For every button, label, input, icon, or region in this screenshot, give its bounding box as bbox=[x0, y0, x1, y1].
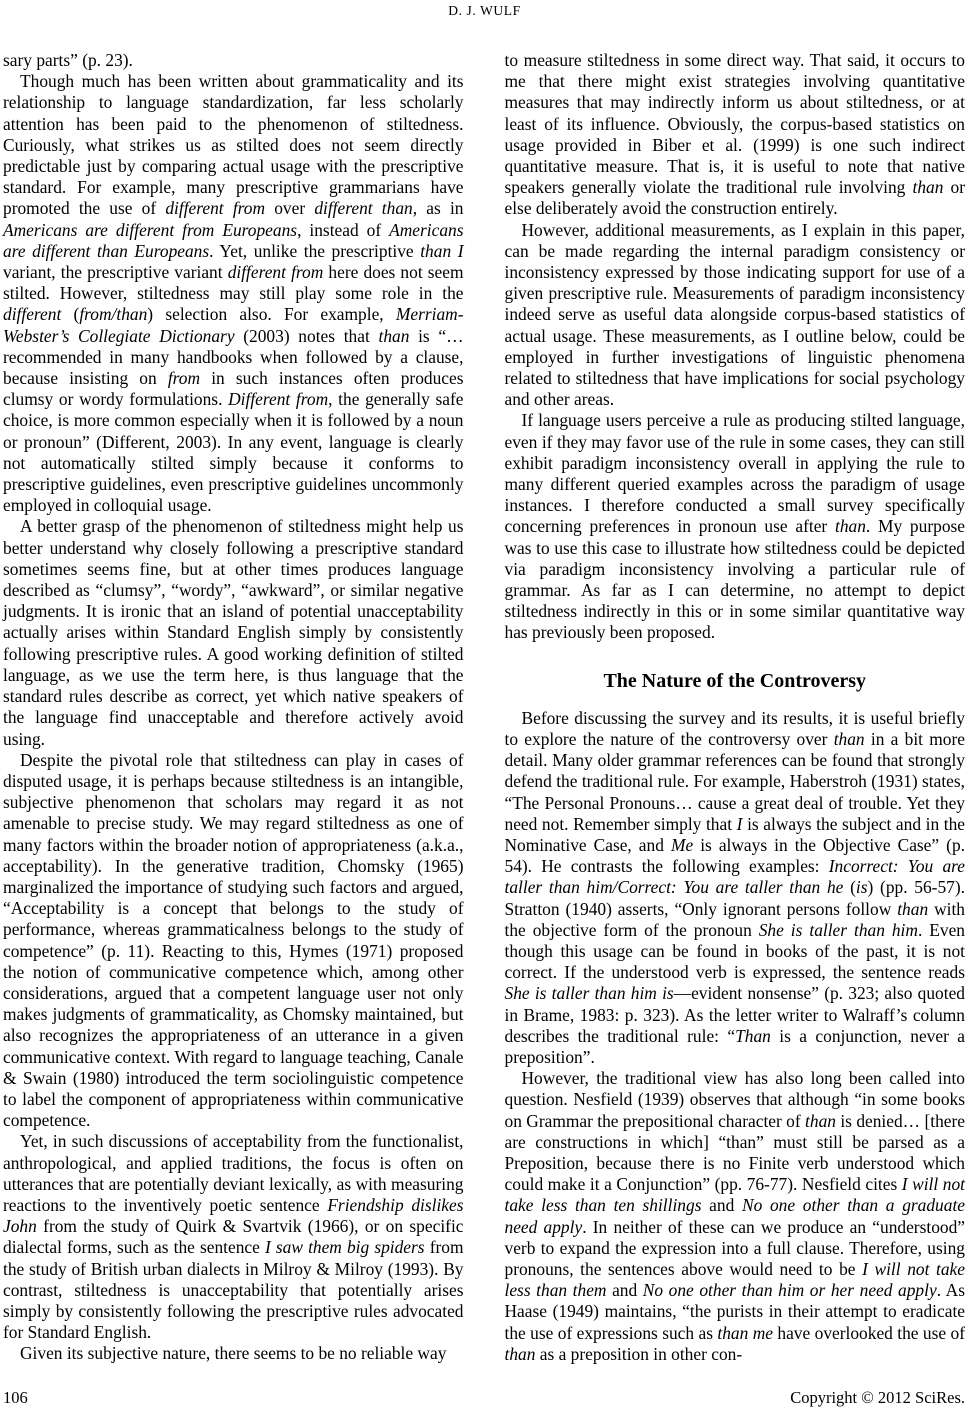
paragraph: Despite the pivotal role that stiltedness can play in cases of disputed usage, it is perhaps because stiltedness is an intangible, subjective phenomenon that scholars may regard it as not amenable to precise study. We may regard stiltedness as one of many factors within the broader notion of appropriateness (a.k.a., acceptability). In the generative tradition, Chomsky (1965) marginalized the importance of studying such factors and argued, “Acceptability is a concept that belongs to the study of performance, whereas grammaticalness belongs to the study of competence” (p. 11). Reacting to this, Hymes (1971) proposed the notion of communicative competence which, among other considerations, argued that a competent language user not only makes judgments of grammaticality, as Chomsky maintained, but also recognizes the appropriateness of an utterance in a given communicative context. With regard to language teaching, Canale & Swain (1980) introduced the term sociolinguistic competence to label the component of appropriateness within communicative competence. bbox=[3, 749, 464, 1131]
paragraph: Given its subjective nature, there seems to be no reliable way bbox=[20, 1343, 447, 1364]
paragraph: Before discussing the survey and its results, it is useful briefly to explore the nature of the controversy over than in a bit more detail. Many older grammar references can be found that strongly defend the traditional rule. For example, Haberstroh (1931) states, “The Personal Pronouns… cause a great deal of trouble. Yet they need not. Remember simply that I is always the subject and in the Nominative Case, and Me is always in the Objective Case” (p. 54). He contrasts the following examples: Incorrect: You are taller than him/Correct: You are taller than he (is) (pp. 56-57). Stratton (1940) asserts, “Only ignorant persons follow than with the objective form of the pronoun She is taller than him. Even though this usage can be found in books of the past, it is not correct. If the understood verb is expressed, the sentence reads She is taller than him is—evident nonsense” (p. 323; also quoted in Brame, 1983: p. 323). As the letter writer to Walraff’s column describes the traditional rule: “Than is a conjunction, never a preposition”. bbox=[504, 707, 966, 1067]
left-column bbox=[3, 50, 464, 1365]
paragraph: However, additional measurements, as I explain in this paper, can be made regarding the internal paradigm consistency or inconsistency expressed by those indicating support for use of a given prescriptive rule. Measurements of paradigm inconsistency indeed serve as useful data alongside corpus-based statistics of actual usage. These measurements, as I outline below, could be employed in further investigations of linguistic phenomena related to stiltedness that have implications for social psychology and other areas. bbox=[504, 219, 965, 410]
page-footer bbox=[3, 1388, 965, 1407]
two-column-body bbox=[3, 50, 965, 1365]
paragraph: Though much has been written about grammaticality and its relationship to language standardization, far less scholarly attention has been paid to the phenomenon of stiltedness. Curiously, what strikes us as stilted does not seem directly predictable just by comparing actual usage with the prescriptive standard. For example, many prescriptive grammarians have promoted the use of different from over different than, as in Americans are different from Europeans, instead of Americans are different than Europeans. Yet, unlike the prescriptive than I variant, the prescriptive variant different from here does not seem stilted. However, stiltedness may still play some role in the different (from/than) selection also. For example, Merriam-Webster’s Collegiate Dictionary (2003) notes that than is “… recommended in many handbooks when followed by a clause, because insisting on from in such instances often produces clumsy or wordy formulations. Different from, the generally safe choice, is more common especially when it is followed by a noun or pronoun” (Different, 2003). In any event, language is clearly not automatically stilted simply because it conforms to prescriptive guidelines, even prescriptive guidelines uncommonly employed in colloquial usage. bbox=[3, 71, 464, 516]
running-head: D. J. WULF bbox=[448, 3, 521, 18]
paragraph: A better grasp of the phenomenon of stiltedness might help us better understand why closely following a prescriptive standard sometimes seems fine, but at other times produces language described as “clumsy”, “wordy”, “awkward”, or similar negative judgments. It is ironic that an island of potential unacceptability actually arises within Standard English simply by consistently following prescriptive rules. A good working definition of stilted language, as we use the term here, is thus language that the standard rules describe as correct, yet which native speakers of the language find unacceptable and therefore actively avoid using. bbox=[3, 516, 464, 749]
section-heading: The Nature of the Controversy bbox=[603, 669, 867, 692]
paragraph: However, the traditional view has also long been called into question. Nesfield (1939) observes that although “in some books on Grammar the prepositional character of than is denied… [there are constructions in which] “than” must still be parsed as a Preposition, because there is no Finite verb understood which could make it a Conjunction” (pp. 76-77). Nesfield cites I will not take less than ten shillings and No one other than a graduate need apply. In neither of these can we produce an “understood” verb to expand the expression into a full clause. Therefore, using pronouns, the sentences above would need to be I will not take less than them and No one other than him or her need apply. As Haase (1949) maintains, “the purists in their attempt to eradicate the use of expressions such as than me have overlooked the use of than as a preposition in other con- bbox=[504, 1068, 965, 1364]
page-number: 106 bbox=[3, 1388, 28, 1407]
right-column bbox=[505, 50, 966, 1365]
paragraph-continuation: sary parts” (p. 23). bbox=[3, 50, 133, 70]
paragraph: If language users perceive a rule as producing stilted language, even if they may favor use of the rule in some cases, they can still exhibit paradigm inconsistency overall in applying the rule to many different queried examples across the paradigm of usage instances. I therefore conducted a small survey specifically concerning preferences in pronoun use after than. My purpose was to use this case to illustrate how stiltedness could be depicted via paradigm inconsistency involving a particular rule of grammar. As far as I can determine, no attempt to depict stiltedness indirectly in this or in some similar quantitative way has previously been proposed. bbox=[504, 410, 965, 643]
paragraph: Yet, in such discussions of acceptability from the functionalist, anthropological, and applied traditions, the focus is often on utterances that are potentially deviant lexically, as with measuring reactions to the inventively poetic sentence Friendship dislikes John from the study of Quirk & Svartvik (1966), or on specific dialectal forms, such as the sentence I saw them big spiders from the study of British urban dialects in Milroy & Milroy (1993). By contrast, stiltedness is unacceptability that potentially arises simply by consistently following the prescriptive rules advocated for Standard English. bbox=[3, 1131, 464, 1343]
paragraph-continuation: to measure stiltedness in some direct way. That said, it occurs to me that there might exist strategies involving quantitative measures that may indirectly inform us about stiltedness, or at least of its influence. Obviously, the corpus-based statistics on usage provided in Biber et al. (1999) is one such indirect quantitative measure. That is, it is useful to note that native speakers generally violate the traditional rule involving than or else deliberately avoid the construction entirely. bbox=[504, 50, 965, 219]
copyright: Copyright © 2012 SciRes. bbox=[790, 1388, 965, 1407]
